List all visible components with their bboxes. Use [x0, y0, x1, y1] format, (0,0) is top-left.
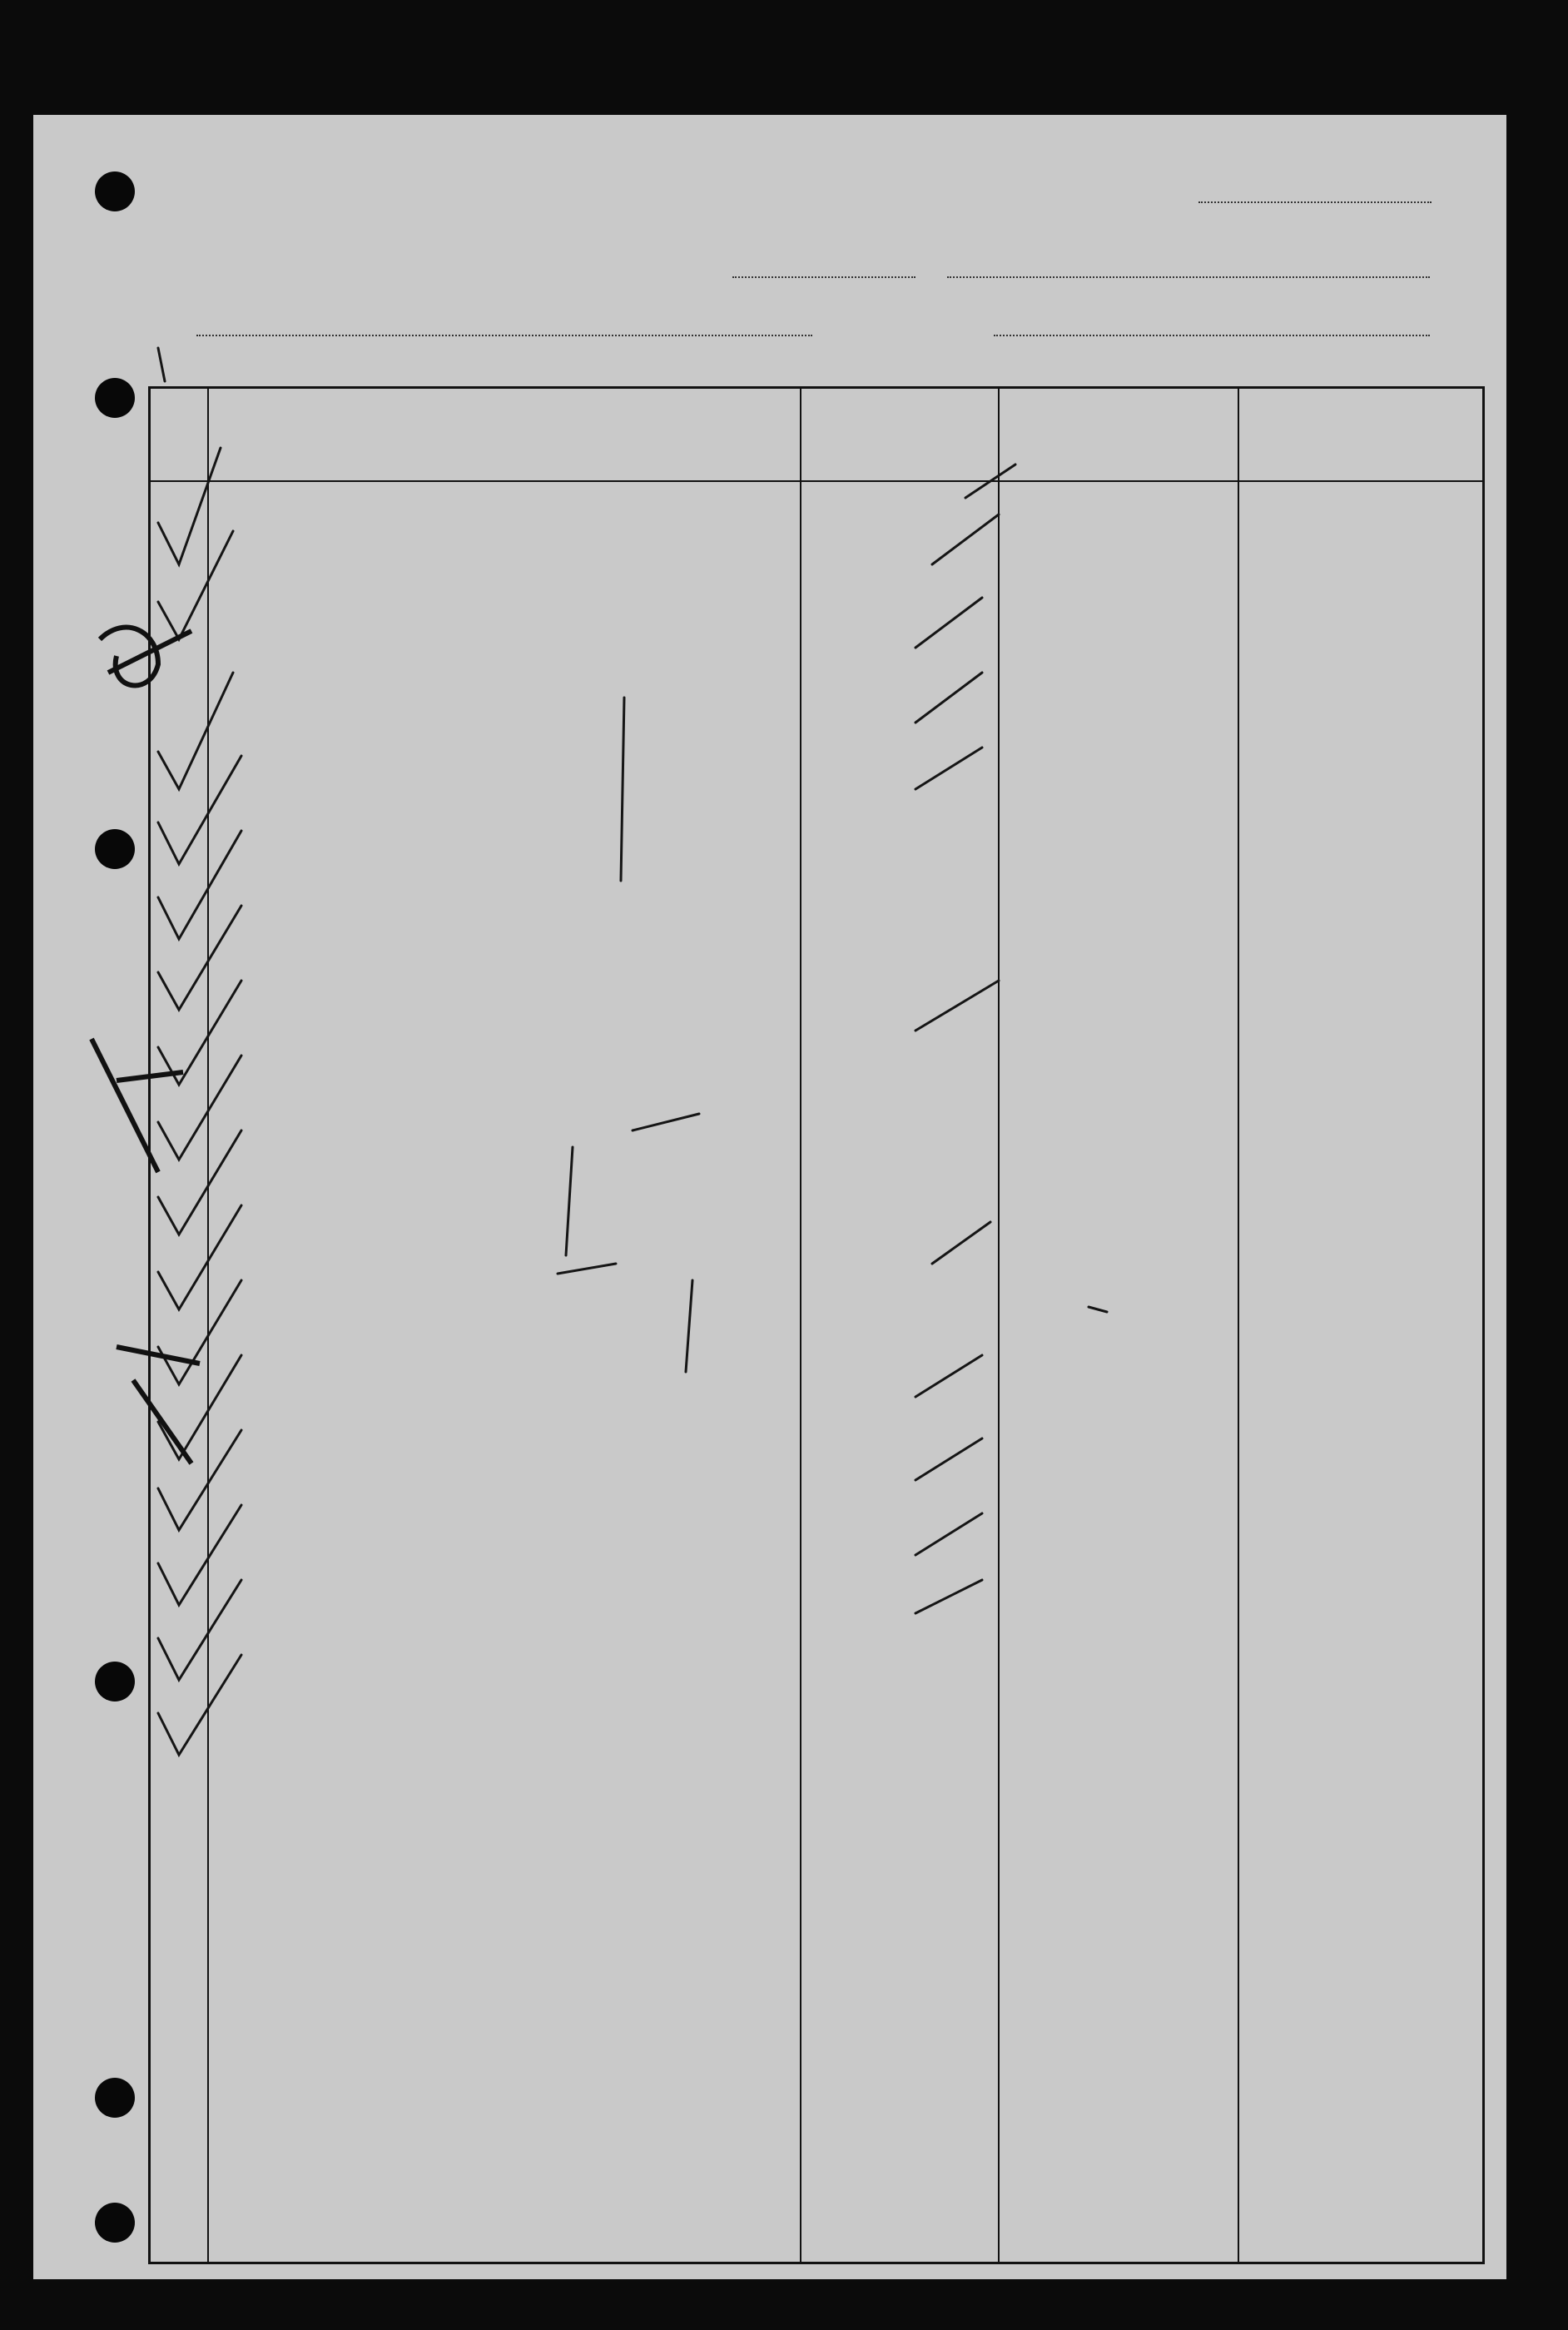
manifest-page [33, 115, 1506, 2279]
pen-marks [33, 115, 1506, 2279]
